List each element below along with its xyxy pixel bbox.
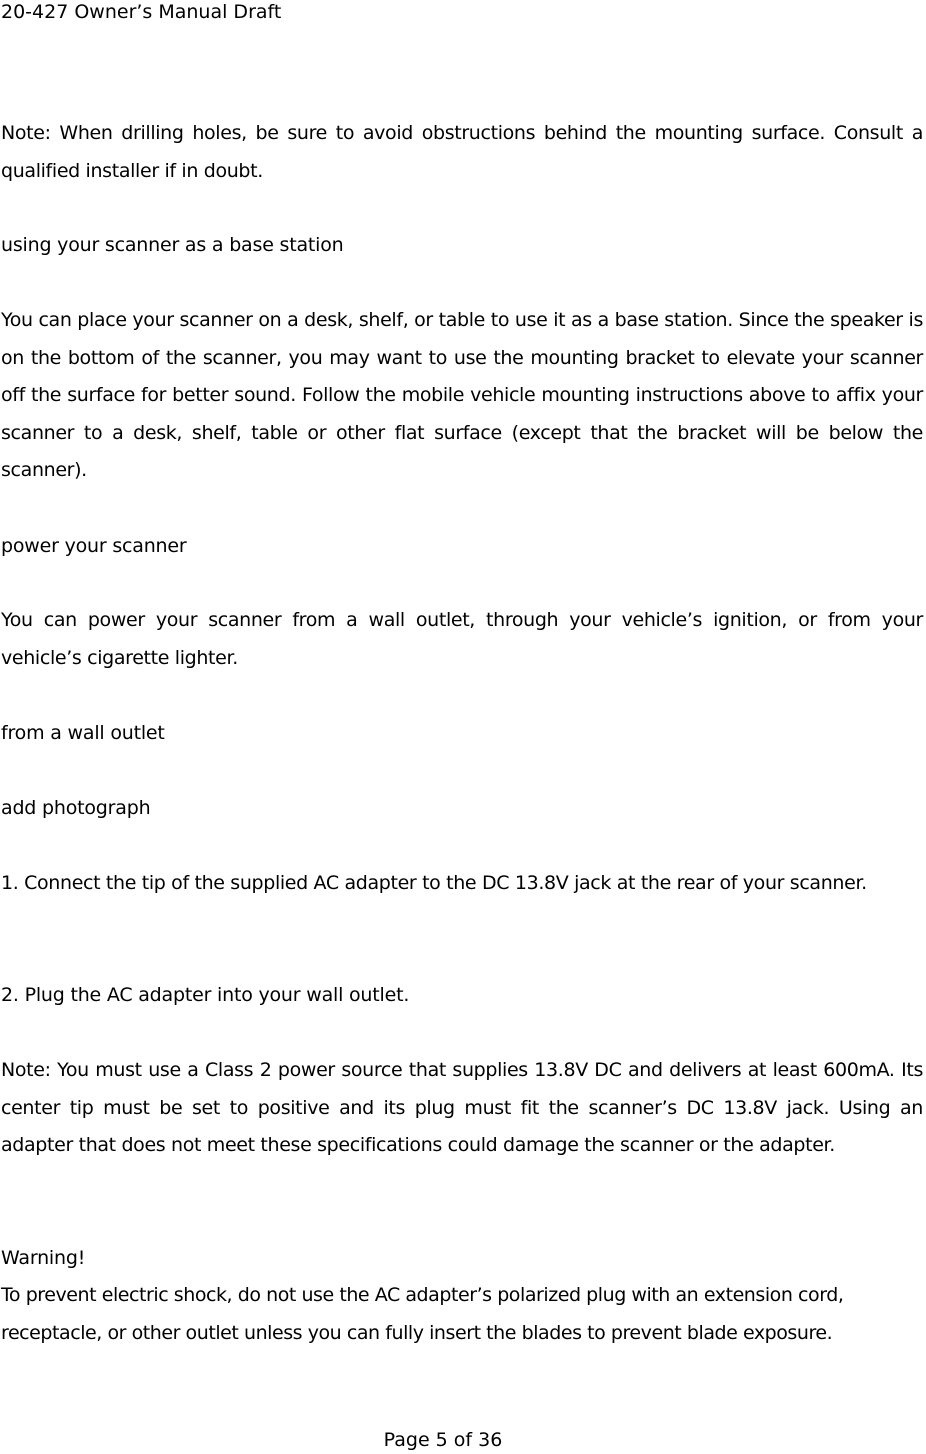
note-power-source-paragraph: Note: You must use a Class 2 power source that supplies 13.8V DC and delivers at least 600mA. Its center tip must be set to positive and its plug must fit the scanner’s DC 13.8V jack. Using an adapter that does not meet these specifications could damage the scanner or the adapter. [1, 1059, 923, 1156]
instruction-step-1: 1. Connect the tip of the supplied AC adapter to the DC 13.8V jack at the rear of your scanner. [1, 872, 867, 894]
page-number-footer: Page 5 of 36 [383, 1429, 503, 1451]
section-heading-base-station: using your scanner as a base station [1, 234, 344, 256]
note-drilling-paragraph: Note: When drilling holes, be sure to avoid obstructions behind the mounting surface. Consult a qualified installer if in doubt. [1, 122, 923, 182]
document-header: 20-427 Owner’s Manual Draft [1, 1, 282, 23]
section-heading-power: power your scanner [1, 535, 187, 557]
photo-placeholder-text: add photograph [1, 797, 151, 819]
warning-paragraph: To prevent electric shock, do not use the AC adapter’s polarized plug with an extension cord, receptacle, or other outlet unless you can fully insert the blades to prevent blade exposure. [1, 1284, 844, 1344]
instruction-step-2: 2. Plug the AC adapter into your wall outlet. [1, 984, 410, 1006]
warning-label: Warning! [1, 1247, 86, 1269]
subsection-heading-wall-outlet: from a wall outlet [1, 722, 165, 744]
base-station-paragraph: You can place your scanner on a desk, shelf, or table to use it as a base station. Since the speaker is on the bottom of the scanner, you may want to use the mounting bracket to elevate your scanner off the surface for better sound. Follow the mobile vehicle mounting instructions above to affix your scanner to a desk, shelf, table or other flat surface (except that the bracket will be below the scanner). [1, 309, 923, 481]
power-paragraph: You can power your scanner from a wall outlet, through your vehicle’s ignition, or from your vehicle’s cigarette lighter. [1, 609, 923, 669]
